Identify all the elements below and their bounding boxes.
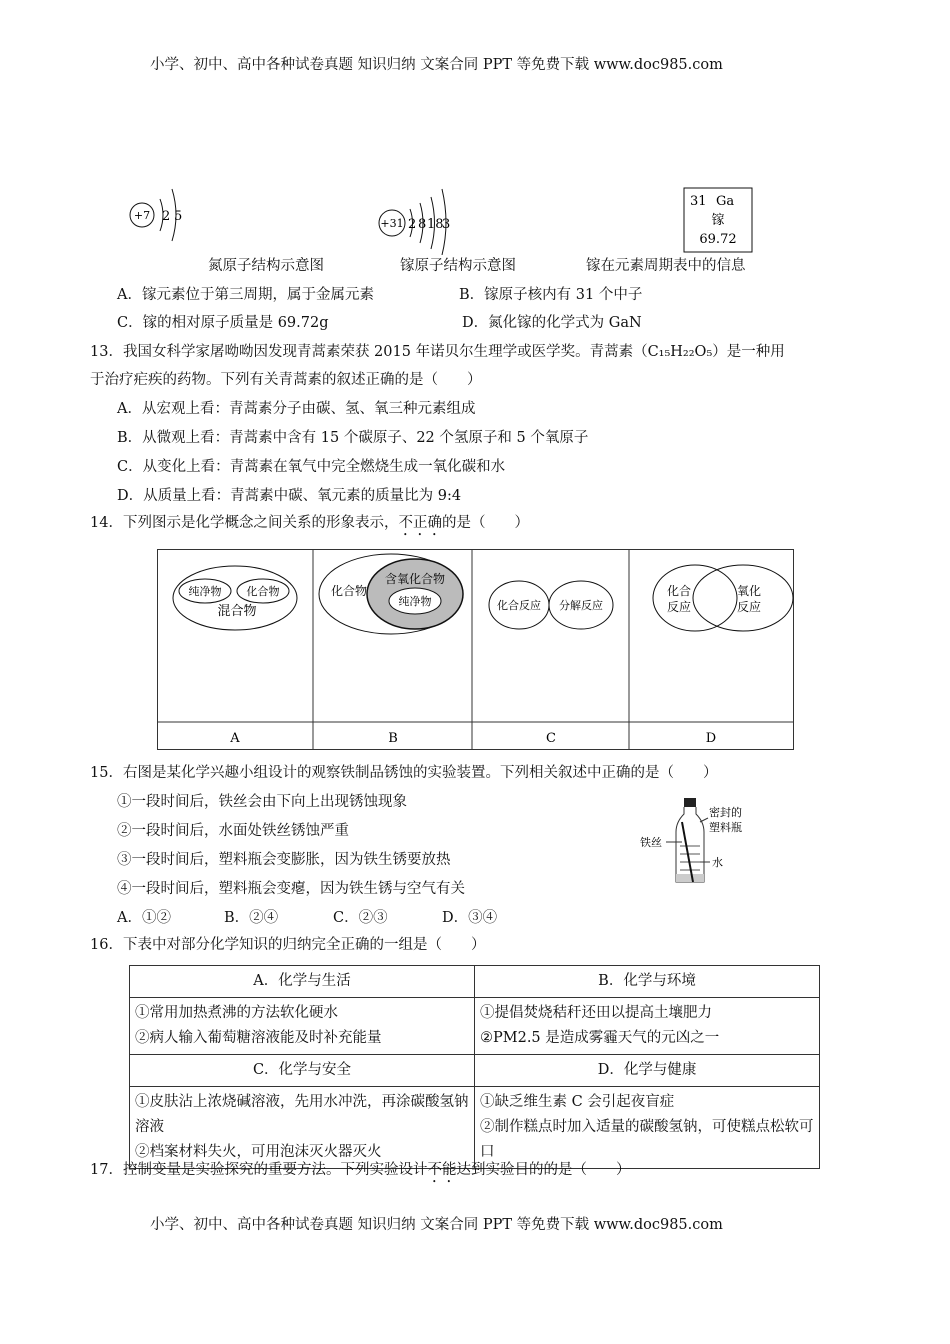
rust-experiment-figure xyxy=(638,796,758,886)
cell-line: ②制作糕点时加入适量的碳酸氢钠，可使糕点松软可口 xyxy=(480,1119,814,1160)
label-c: C xyxy=(546,731,556,746)
element-name: 镓 xyxy=(711,213,725,228)
q15-item-3: ③一段时间后，塑料瓶会变膨胀，因为铁生锈要放热 xyxy=(117,852,451,868)
q14-stem-end: 的是（ ） xyxy=(441,515,529,531)
label-d: D xyxy=(705,731,717,746)
q15-item-4: ④一段时间后，塑料瓶会变瘪，因为铁生锈与空气有关 xyxy=(117,881,465,897)
label: 氧化 xyxy=(737,584,762,598)
q13-stem-2: 于治疗疟疾的药物。下列有关青蒿素的叙述正确的是（ ） xyxy=(90,372,482,388)
n-shell-1: 2 xyxy=(162,209,171,224)
cell-line: ②病人输入葡萄糖溶液能及时补充能量 xyxy=(135,1030,382,1046)
cell-line: ①常用加热煮沸的方法软化硬水 xyxy=(135,1005,338,1021)
q12-option-b: B．镓原子核内有 31 个中子 xyxy=(459,287,643,303)
q13-option-b: B．从微观上看：青蒿素中含有 15 个碳原子、22 个氢原子和 5 个氧原子 xyxy=(117,430,589,446)
q17-stem xyxy=(90,1161,630,1186)
cell-d-body xyxy=(475,1087,820,1169)
ga-shell-3: 18 xyxy=(427,217,444,232)
q15-stem: 15．右图是某化学兴趣小组设计的观察铁制品锈蚀的实验装置。下列相关叙述中正确的是（ ） xyxy=(90,765,718,781)
cell-line: ②档案材料失火，可用泡沫灭火器灭火 xyxy=(135,1144,382,1160)
q15-option-b: B．②④ xyxy=(224,910,279,926)
page-header: 小学、初中、高中各种试卷真题 知识归纳 文案合同 PPT 等免费下载 www.doc985.com xyxy=(150,57,723,73)
periodic-cell xyxy=(684,188,752,252)
q13-option-d: D．从质量上看：青蒿素中碳、氧元素的质量比为 9:4 xyxy=(117,488,462,504)
label-b: B xyxy=(388,731,398,746)
cell-b-title: B．化学与环境 xyxy=(475,966,820,998)
q14-emphasis: 不正确 xyxy=(398,515,442,531)
cell-line: ①缺乏维生素 C 会引起夜盲症 xyxy=(480,1094,675,1110)
q16-stem: 16．下表中对部分化学知识的归纳完全正确的一组是（ ） xyxy=(90,937,486,953)
cell-a-title: A．化学与生活 xyxy=(130,966,475,998)
n-shell-2: 5 xyxy=(174,209,183,224)
cell-line: ①提倡焚烧秸秆还田以提高土壤肥力 xyxy=(480,1005,712,1021)
label-water: 水 xyxy=(712,856,723,869)
q15-item-2: ②一段时间后，水面处铁丝锈蚀严重 xyxy=(117,823,349,839)
caption-gallium: 镓原子结构示意图 xyxy=(400,258,516,274)
q15-option-a: A．①② xyxy=(117,910,171,926)
atomic-mass: 69.72 xyxy=(699,232,737,247)
diagram-b xyxy=(319,554,463,634)
label: 化合物 xyxy=(246,585,280,598)
cell-d-title: D．化学与健康 xyxy=(475,1055,820,1087)
label: 混合物 xyxy=(217,604,257,619)
q17-emphasis: 不能 xyxy=(427,1162,457,1178)
q15-option-d: D．③④ xyxy=(442,910,498,926)
gallium-atom-diagram xyxy=(379,189,450,255)
page-footer: 小学、初中、高中各种试卷真题 知识归纳 文案合同 PPT 等免费下载 www.doc985.com xyxy=(150,1217,723,1233)
ga-nucleus: +31 xyxy=(380,217,404,230)
label: 化合物 xyxy=(330,584,368,598)
cell-c-title: C．化学与安全 xyxy=(130,1055,475,1087)
caption-nitrogen: 氮原子结构示意图 xyxy=(208,258,324,274)
q14-stem xyxy=(90,514,529,539)
label: 化合反应 xyxy=(497,599,541,612)
q17-stem-end: 达到实验目的的是（ ） xyxy=(456,1162,631,1178)
n-nucleus: +7 xyxy=(133,209,151,222)
label-bottle: 密封的 xyxy=(709,806,742,819)
label: 反应 xyxy=(737,600,762,614)
diagram-a xyxy=(173,566,297,630)
label: 纯净物 xyxy=(398,595,432,608)
label-bottle: 塑料瓶 xyxy=(709,821,742,834)
q12-option-d: D．氮化镓的化学式为 GaN xyxy=(462,315,642,331)
ga-shell-2: 8 xyxy=(418,217,427,232)
label: 化合 xyxy=(667,584,692,598)
label: 纯净物 xyxy=(188,585,222,598)
q13-stem-1: 13．我国女科学家屠呦呦因发现青蒿素荣获 2015 年诺贝尔生理学或医学奖。青蒿素（C₁₅H₂₂O₅）是一种用 xyxy=(90,344,785,360)
diagram-d xyxy=(653,565,793,631)
diagram-c xyxy=(489,581,613,629)
q12-option-c: C．镓的相对原子质量是 69.72g xyxy=(117,315,329,331)
atom-diagrams xyxy=(120,185,800,255)
label-a: A xyxy=(230,731,240,746)
knowledge-table xyxy=(129,965,820,1169)
q14-stem-text: 14．下列图示是化学概念之间关系的形象表示， xyxy=(90,515,399,531)
caption-cell: 镓在元素周期表中的信息 xyxy=(586,258,746,274)
q17-stem-text: 17．控制变量是实验探究的重要方法。下列实验设计 xyxy=(90,1162,428,1178)
cell-line: ②PM2.5 是造成雾霾天气的元凶之一 xyxy=(480,1030,720,1046)
nitrogen-atom-diagram xyxy=(130,189,182,241)
label-wire: 铁丝 xyxy=(640,836,662,849)
element-symbol: Ga xyxy=(716,194,735,209)
concept-diagrams xyxy=(157,549,794,750)
q13-option-a: A．从宏观上看：青蒿素分子由碳、氢、氧三种元素组成 xyxy=(117,401,476,417)
cell-a-body xyxy=(130,998,475,1055)
cell-c-body xyxy=(130,1087,475,1169)
label: 反应 xyxy=(667,600,692,614)
q12-option-a: A．镓元素位于第三周期，属于金属元素 xyxy=(117,287,374,303)
cell-b-body xyxy=(475,998,820,1055)
cell-line: ①皮肤沾上浓烧碱溶液，先用水冲洗，再涂碳酸氢钠溶液 xyxy=(135,1094,469,1135)
label: 含氧化合物 xyxy=(384,572,446,586)
ga-shell-1: 2 xyxy=(408,217,417,232)
q13-option-c: C．从变化上看：青蒿素在氧气中完全燃烧生成一氧化碳和水 xyxy=(117,459,506,475)
ga-shell-4: 3 xyxy=(442,217,451,232)
q15-item-1: ①一段时间后，铁丝会由下向上出现锈蚀现象 xyxy=(117,794,407,810)
atomic-number: 31 xyxy=(690,194,707,209)
q15-option-c: C．②③ xyxy=(333,910,388,926)
label: 分解反应 xyxy=(559,599,603,612)
